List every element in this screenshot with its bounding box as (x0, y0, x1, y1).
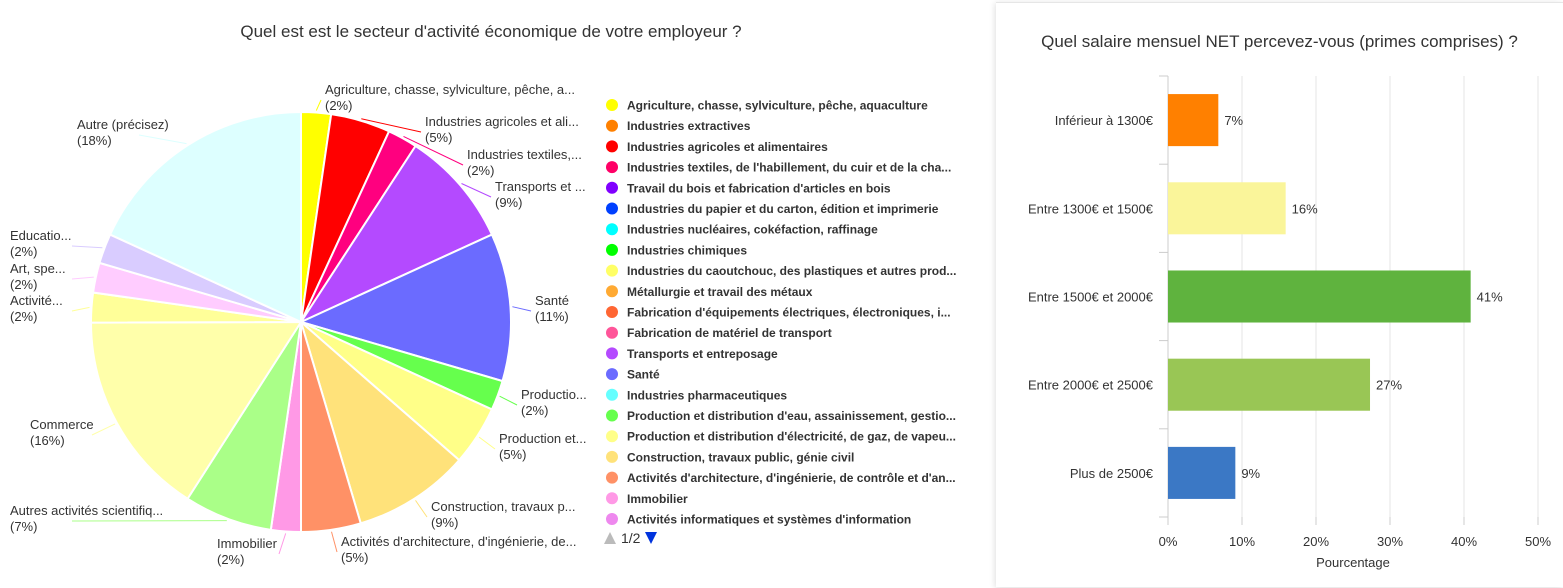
pie-slice-name: Production et... (499, 431, 587, 446)
legend-label: Industries agricoles et alimentaires (627, 139, 828, 154)
legend-next-arrow-icon[interactable] (645, 532, 657, 544)
legend-label: Industries du caoutchouc, des plastiques et autres prod... (627, 264, 957, 279)
legend-item[interactable] (606, 264, 956, 278)
pie-slice-label (425, 114, 579, 145)
legend-label: Industries nucléaires, cokéfaction, raffinage (627, 222, 878, 237)
x-tick-label: 30% (1376, 534, 1404, 549)
legend-item[interactable] (606, 140, 828, 154)
legend-label: Agriculture, chasse, sylviculture, pêche, aquaculture (627, 98, 928, 113)
legend-label: Industries du papier et du carton, édition et imprimerie (627, 202, 939, 216)
x-axis-title: Pourcentage (1316, 555, 1390, 570)
bar[interactable] (1168, 94, 1218, 146)
pie-slice-label (30, 417, 94, 448)
pie-slice-name: Construction, travaux p... (431, 499, 576, 514)
legend-item[interactable] (606, 450, 854, 464)
legend-item[interactable] (606, 181, 891, 195)
bar[interactable] (1168, 447, 1235, 499)
legend-marker (606, 223, 618, 235)
legend-item[interactable] (606, 243, 747, 257)
legend-item[interactable] (606, 492, 688, 506)
legend-item[interactable] (606, 430, 956, 444)
x-tick-label: 50% (1524, 534, 1552, 549)
pie-connector (512, 307, 531, 311)
pie-slice-label (341, 534, 576, 565)
pie-slice-name: Commerce (30, 417, 94, 432)
pie-connector (92, 424, 115, 435)
legend-label: Travail du bois et fabrication d'articles en bois (627, 181, 891, 196)
legend-item[interactable] (606, 368, 660, 382)
bar-value-label: 7% (1224, 113, 1244, 129)
legend-label: Métallurgie et travail des métaux (627, 284, 813, 299)
pie-slice-label (521, 387, 587, 418)
legend-marker (606, 244, 618, 256)
category-label: Entre 1500€ et 2000€ (1027, 289, 1153, 305)
pie-slice-label (10, 261, 66, 292)
legend-item[interactable] (606, 119, 751, 133)
pie-slice-name: Transports et ... (495, 179, 586, 194)
pie-slice-label (217, 536, 278, 567)
legend-item[interactable] (606, 388, 787, 402)
pie-slice-percent: (2%) (10, 277, 38, 292)
legend-item[interactable] (606, 326, 832, 340)
pie-connector (479, 437, 495, 449)
pie-slice-label (10, 228, 71, 259)
legend-item[interactable] (606, 223, 878, 237)
legend-label: Santé (627, 367, 660, 382)
pie-slice-label (10, 293, 63, 324)
legend-item[interactable] (606, 99, 928, 113)
x-tick-label: 20% (1302, 534, 1330, 549)
category-label: Entre 1300€ et 1500€ (1027, 201, 1153, 217)
bar-value-label: 27% (1376, 377, 1403, 393)
legend-marker (606, 120, 618, 132)
pie-slice-name: Activités d'architecture, d'ingénierie, de... (341, 534, 577, 549)
pie-slice-label (325, 82, 575, 113)
legend-marker (606, 285, 618, 297)
pie-connector (72, 307, 90, 311)
pie-slice-label (431, 499, 576, 530)
legend-item[interactable] (606, 347, 778, 361)
pie-slice-name: Autre (précisez) (77, 117, 169, 132)
legend-label: Production et distribution d'eau, assainissement, gestio... (627, 409, 956, 423)
legend-marker (606, 265, 618, 277)
category-label: Entre 2000€ et 2500€ (1027, 377, 1153, 393)
pie-slice-percent: (2%) (521, 403, 549, 418)
pie-slice-percent: (2%) (10, 244, 38, 259)
pie-slice-name: Industries agricoles et ali... (425, 114, 579, 129)
x-tick-label: 10% (1228, 534, 1256, 549)
bar-chart-panel (996, 2, 1563, 587)
pie-chart-title: Quel est est le secteur d'activité économique de votre employeur ? (240, 22, 742, 41)
legend-marker (606, 513, 618, 525)
pie-slice-percent: (11%) (535, 309, 569, 324)
pie-connector (72, 246, 102, 248)
legend-item[interactable] (606, 513, 911, 527)
legend-label: Activités informatiques et systèmes d'information (627, 512, 912, 527)
legend-item[interactable] (606, 202, 939, 216)
pie-slice-name: Santé (535, 293, 569, 308)
legend-label: Industries pharmaceutiques (627, 388, 788, 403)
pie-slice-label (77, 117, 169, 148)
pie-slice-label (535, 293, 569, 324)
legend-marker (606, 368, 618, 380)
legend-label: Immobilier (627, 491, 688, 506)
legend-marker (606, 451, 618, 463)
x-tick-label: 0% (1158, 534, 1178, 549)
pie-slice-percent: (2%) (10, 309, 38, 324)
pie-slice-label (10, 503, 163, 534)
legend-marker (606, 327, 618, 339)
pie-connector (332, 532, 338, 552)
bar-chart-title: Quel salaire mensuel NET percevez-vous (primes comprises) ? (1041, 32, 1518, 51)
bar-value-label: 9% (1241, 465, 1261, 481)
legend-marker (606, 389, 618, 401)
bar-value-label: 41% (1476, 289, 1503, 305)
pie-slice-label (499, 431, 586, 462)
pie-connector (279, 533, 286, 554)
legend-prev-arrow-icon[interactable] (604, 532, 616, 544)
pie-slice-percent: (7%) (10, 519, 38, 534)
legend-marker (606, 99, 618, 111)
pie-connector (500, 396, 517, 405)
legend-marker (606, 430, 618, 442)
legend-item[interactable] (606, 161, 951, 175)
pie-slice-percent: (5%) (499, 447, 527, 462)
pie-slice-name: Immobilier (217, 536, 277, 551)
pie-slice-name: Art, spe... (10, 261, 66, 276)
bar-value-label: 16% (1291, 201, 1318, 217)
pie-slice-percent: (2%) (325, 98, 353, 113)
pie-slice-percent: (2%) (467, 163, 495, 178)
pie-slice-label (467, 147, 582, 178)
legend-label: Production et distribution d'électricité, de gaz, de vapeu... (627, 429, 956, 444)
category-label: Plus de 2500€ (1069, 465, 1153, 481)
pie-slice-percent: (9%) (495, 195, 523, 210)
bar[interactable] (1168, 270, 1471, 322)
legend-label: Fabrication d'équipements électriques, électroniques, i... (627, 305, 951, 320)
legend-label: Transports et entreposage (627, 346, 778, 361)
legend-label: Industries extractives (627, 119, 751, 134)
pie-connector (316, 100, 321, 111)
pie-slice-name: Activité... (10, 293, 63, 308)
legend-label: Fabrication de matériel de transport (627, 326, 832, 341)
pie-slice-label (495, 179, 586, 210)
pie-slice-percent: (9%) (431, 515, 459, 530)
pie-slice-percent: (18%) (77, 133, 112, 148)
pie-slice-name: Agriculture, chasse, sylviculture, pêche, a... (325, 82, 576, 97)
pie-connector (72, 277, 94, 279)
legend-item[interactable] (606, 471, 956, 485)
bar[interactable] (1168, 359, 1370, 411)
pie-slice-name: Autres activités scientifiq... (10, 503, 164, 518)
pie-slice-percent: (5%) (425, 130, 453, 145)
pie-slice-percent: (16%) (30, 433, 65, 448)
pie-slice-name: Educatio... (10, 228, 72, 243)
bar-chart (996, 3, 1563, 587)
legend-marker (606, 161, 618, 173)
legend-label: Activités d'architecture, d'ingénierie, de contrôle et d'an... (627, 471, 956, 486)
pie-connector (139, 135, 187, 144)
legend-marker (606, 410, 618, 422)
legend-marker (606, 182, 618, 194)
legend-marker (606, 306, 618, 318)
legend-marker (606, 140, 618, 152)
legend-item[interactable] (606, 285, 813, 299)
legend-marker (606, 472, 618, 484)
legend-label: Industries textiles, de l'habillement, du cuir et de la cha... (627, 160, 952, 175)
legend-page-indicator: 1/2 (621, 530, 641, 546)
pie-slice-name: Productio... (521, 387, 587, 402)
legend-marker (606, 203, 618, 215)
pie-slice-percent: (5%) (341, 550, 369, 565)
legend-marker (606, 492, 618, 504)
legend-label: Construction, travaux public, génie civil (627, 450, 855, 465)
x-tick-label: 40% (1450, 534, 1478, 549)
bar[interactable] (1168, 182, 1286, 234)
legend-item[interactable] (606, 306, 951, 320)
legend-marker (606, 347, 618, 359)
pie-connector (416, 500, 428, 517)
pie-slice-percent: (2%) (217, 552, 245, 567)
legend-label: Industries chimiques (627, 243, 748, 258)
legend-item[interactable] (606, 409, 956, 423)
category-label: Inférieur à 1300€ (1054, 113, 1153, 129)
pie-slice-name: Industries textiles,... (467, 147, 582, 162)
